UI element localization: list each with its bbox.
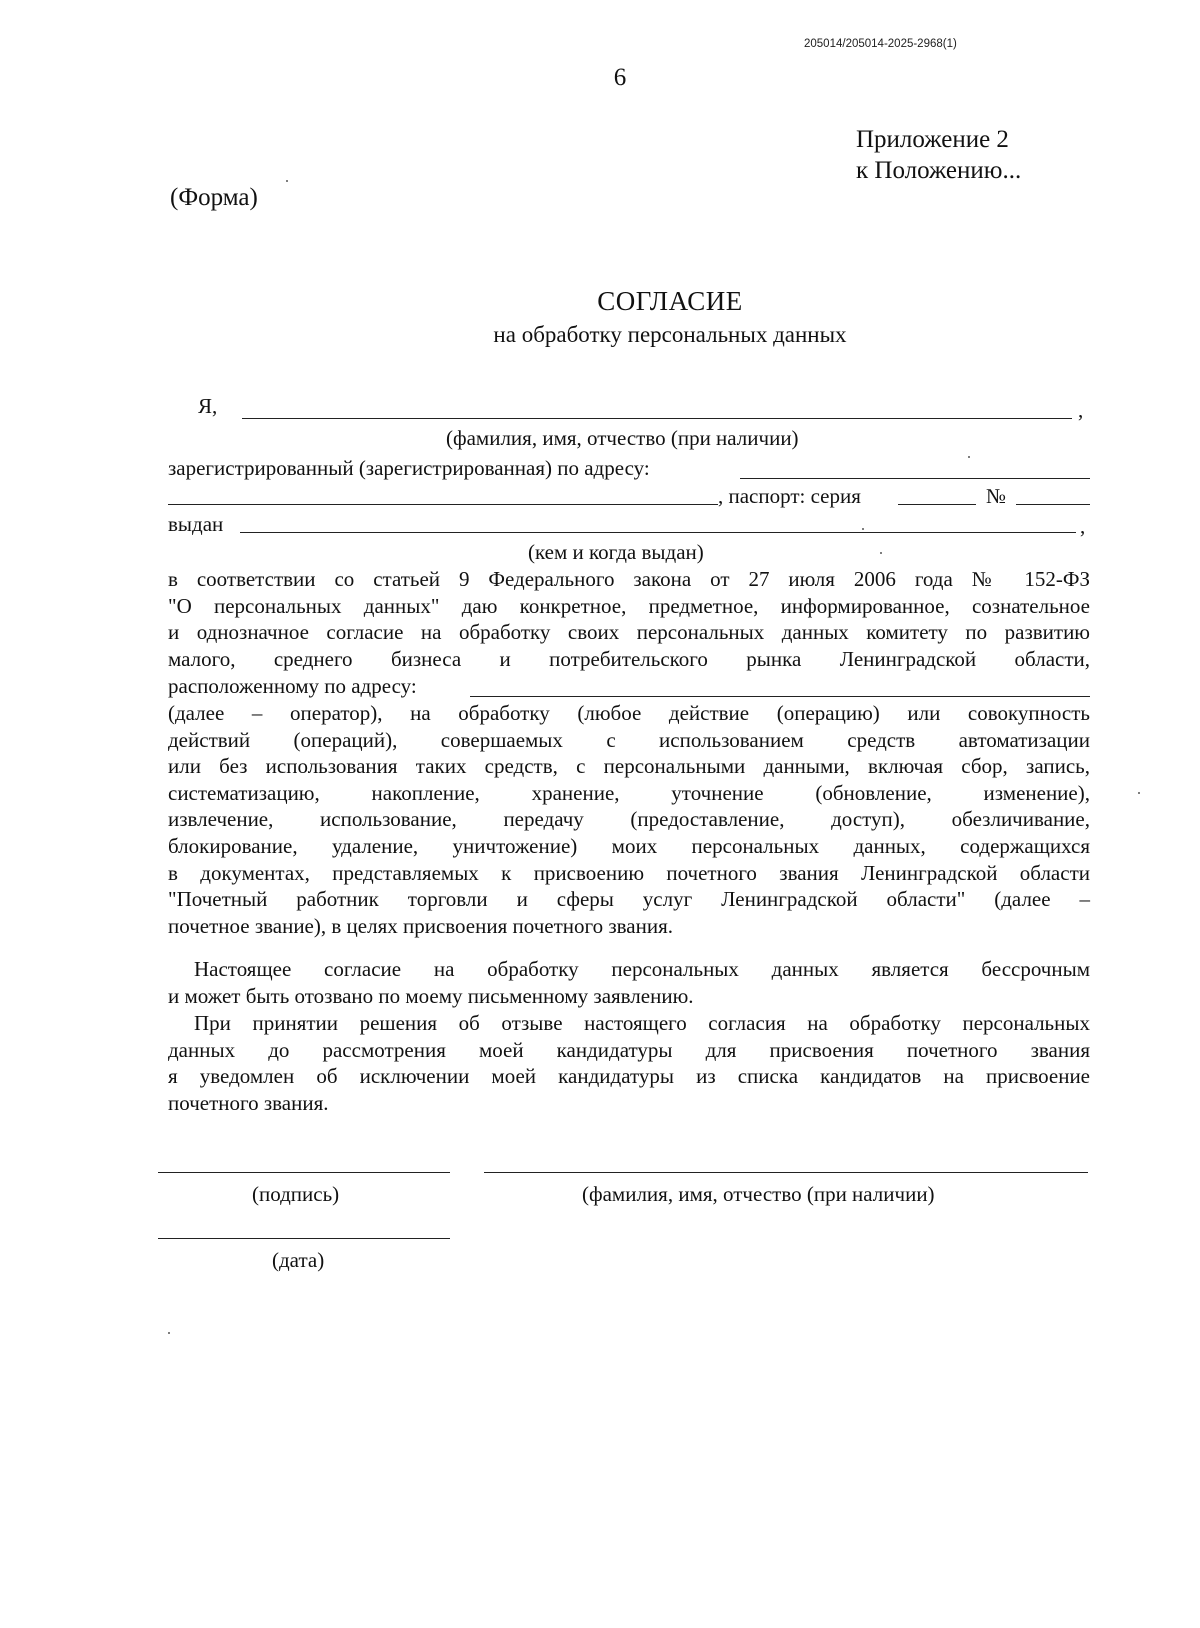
paragraph-line: в документах, представляемых к присвоению почетного звания Ленинградской области [168,860,1090,885]
paragraph-line: При принятии решения об отзыве настоящего согласия на обработку персональных [194,1011,1090,1035]
signature-caption: (подпись) [252,1182,340,1206]
paragraph-line: "О персональных данных" даю конкретное, предметное, информированное, сознательное [168,593,1090,618]
signature-fio-caption: (фамилия, имя, отчество (при наличии) [582,1182,935,1206]
operator-address-line[interactable] [470,696,1090,697]
paragraph-revocation [168,1010,1090,1116]
paragraph-perpetual [168,956,1090,1009]
paragraph-consent [168,566,1090,672]
passport-label: , паспорт: серия [718,484,861,508]
paragraph-line: (далее – оператор), на обработку (любое действие (операцию) или совокупность [168,701,1090,725]
page-number: 6 [613,64,627,91]
paragraph-line: извлечение, использование, передачу (предоставление, доступ), обезличивание, [168,807,1090,832]
scan-speck [968,456,970,458]
date-caption: (дата) [272,1248,325,1272]
form-label: (Форма) [170,184,258,211]
paragraph-line: почетного звания. [168,1090,329,1115]
paragraph-line: в соответствии со статьей 9 Федерального закона от 27 июля 2006 года № 152-ФЗ [168,567,1090,591]
passport-number-line[interactable] [1016,504,1090,505]
paragraph-line: "Почетный работник торговли и сферы услуг Ленинградской области" (далее – [168,887,1090,912]
document-title: СОГЛАСИЕ [597,286,743,316]
scan-speck [168,1332,170,1334]
appendix-reference [856,124,1021,186]
paragraph-line: и может быть отозвано по моему письменному заявлению. [168,983,694,1008]
operator-address-label: расположенному по адресу: [168,674,417,698]
paragraph-line: почетное звание), в целях присвоения почетного звания. [168,913,673,938]
scan-speck [862,528,864,530]
registered-label: зарегистрированный (зарегистрированная) по адресу: [168,456,650,480]
address-input-line-1[interactable] [740,478,1090,479]
appendix-line-2: к Положению... [856,157,1022,184]
i-label: Я, [198,394,218,418]
passport-series-line[interactable] [898,504,976,505]
number-sign: № [986,484,1007,508]
paragraph-line: и однозначное согласие на обработку своих персональных данных комитету по развитию [168,620,1090,645]
scan-speck [1138,792,1140,794]
fio-input-line[interactable] [242,418,1072,419]
address-input-line-2[interactable] [168,504,718,505]
issued-comma: , [1080,514,1086,538]
document-subtitle: на обработку персональных данных [493,322,847,347]
paragraph-line: я уведомлен об исключении моей кандидатуры из списка кандидатов на присвоение [168,1064,1090,1089]
issued-caption: (кем и когда выдан) [528,540,704,564]
signature-fio-line[interactable] [484,1172,1088,1173]
paragraph-line: данных до рассмотрения моей кандидатуры для присвоения почетного звания [168,1037,1090,1062]
document-id: 205014/205014-2025-2968(1) [804,38,957,50]
issued-label: выдан [168,512,224,536]
paragraph-consent-continued [168,700,1090,939]
paragraph-line: систематизацию, накопление, хранение, уточнение (обновление, изменение), [168,780,1090,805]
appendix-line-1: Приложение 2 [856,126,1009,153]
fio-comma: , [1078,398,1084,422]
paragraph-line: или без использования таких средств, с персональными данными, включая сбор, запись, [168,754,1090,779]
fio-caption: (фамилия, имя, отчество (при наличии) [446,426,799,450]
paragraph-line: действий (операций), совершаемых с использованием средств автоматизации [168,727,1090,752]
paragraph-line: малого, среднего бизнеса и потребительского рынка Ленинградской области, [168,646,1090,671]
scan-speck [286,180,288,182]
date-line[interactable] [158,1238,450,1239]
scan-speck [880,552,882,554]
paragraph-line: блокирование, удаление, уничтожение) моих персональных данных, содержащихся [168,833,1090,858]
issued-input-line[interactable] [240,532,1076,533]
paragraph-line: Настоящее согласие на обработку персональных данных является бессрочным [194,957,1090,981]
signature-line[interactable] [158,1172,450,1173]
